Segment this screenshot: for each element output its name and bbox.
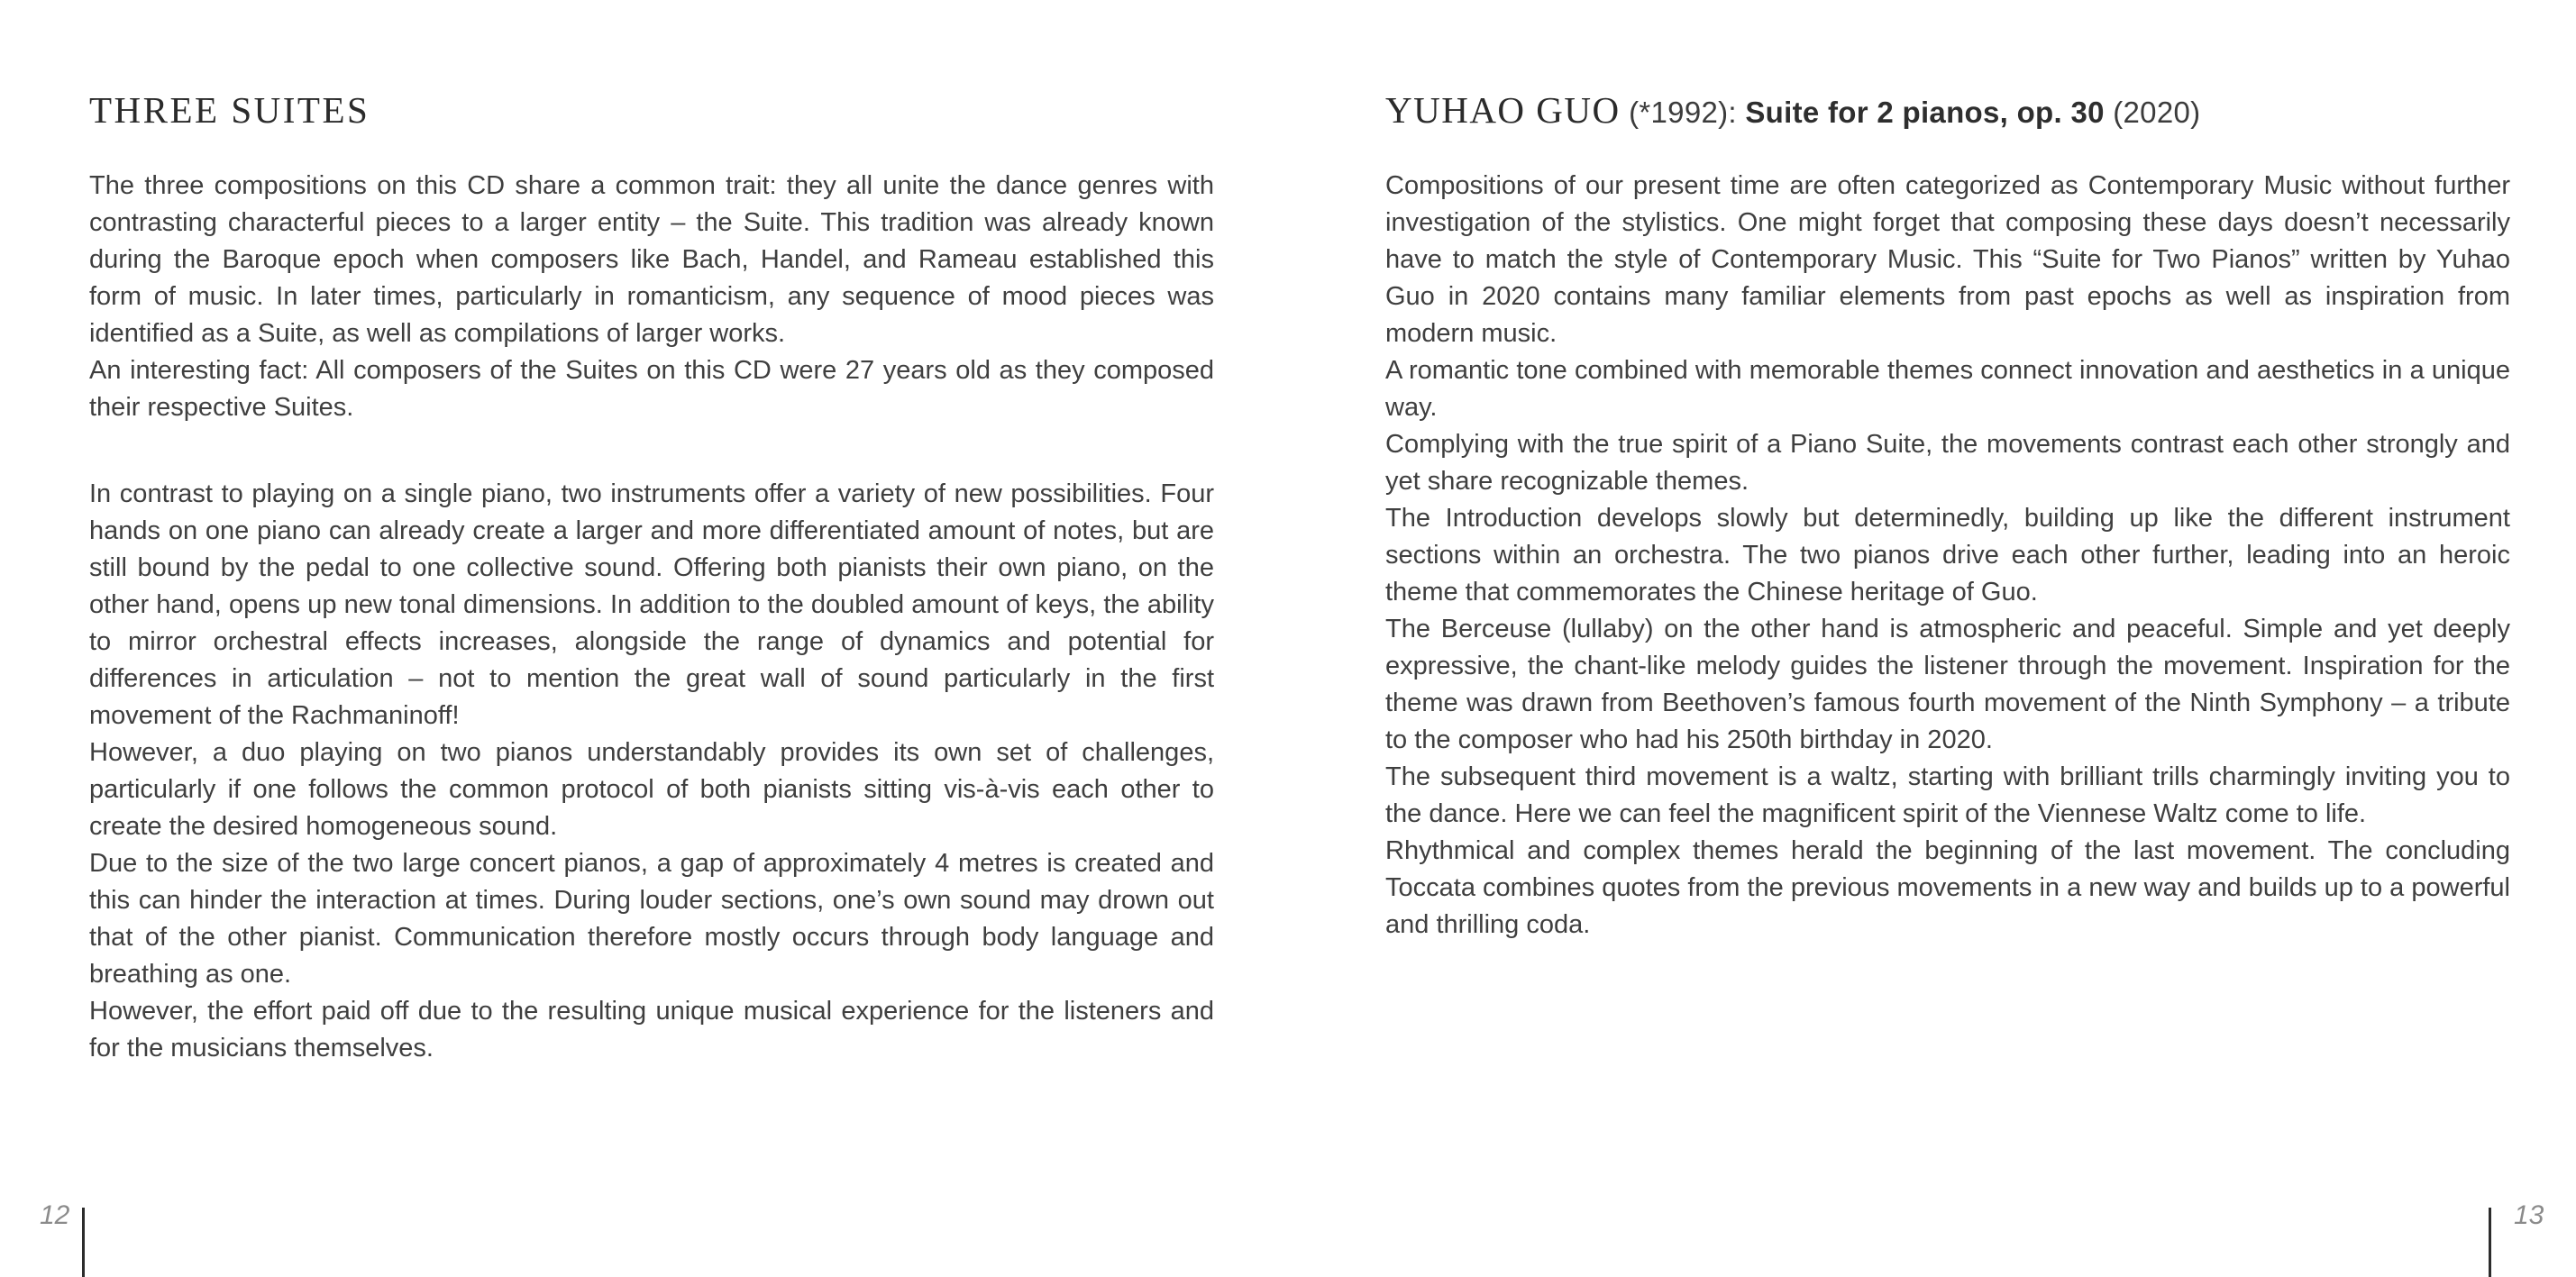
right-page-title [1385, 88, 2200, 132]
paragraph: Complying with the true spirit of a Piano Suite, the movements contrast each other strongly and yet share recognizable themes. [1385, 430, 2510, 496]
paragraph: Due to the size of the two large concert pianos, a gap of approximately 4 metres is created and this can hinder the interaction at times. During louder sections, one’s own sound may drown out that of the other pianist. Communication therefore mostly occurs through body language and breathing as one. [89, 849, 1214, 989]
page-left [89, 0, 1214, 1277]
left-page-title: THREE SUITES [89, 89, 370, 131]
footer-rule-left [82, 1208, 85, 1277]
paragraph: In contrast to playing on a single piano, two instruments offer a variety of new possibilities. Four hands on one piano can already create a larger and more differentiated amount of notes, but are still bound by the pedal to one collective sound. Offering both pianists their own piano, on the other hand, opens up new tonal dimensions. In addition to the doubled amount of keys, the ability to mirror orchestral effects increases, alongside the range of dynamics and potential for differences in articulation – not to mention the great wall of sound particularly in the first movement of the Rachmaninoff! [89, 479, 1214, 730]
work-year: (2020) [2104, 96, 2201, 129]
page-number-right: 13 [2514, 1200, 2544, 1230]
paragraph: However, a duo playing on two pianos understandably provides its own set of challenges, particularly if one follows the common protocol of both pianists sitting vis-à-vis each other to create the desired homogeneous sound. [89, 738, 1214, 841]
work-title: Suite for 2 pianos, op. 30 [1745, 96, 2105, 129]
paragraph: An interesting fact: All composers of the Suites on this CD were 27 years old as they composed their respective Suites. [89, 356, 1214, 422]
paragraph: Compositions of our present time are often categorized as Contemporary Music without further investigation of the stylistics. One might forget that composing these days doesn’t necessarily have to match the style of Contemporary Music. This “Suite for Two Pianos” written by Yuhao Guo in 2020 contains many familiar elements from past epochs as well as inspiration from modern music. [1385, 171, 2510, 348]
right-page-body [1385, 168, 2510, 944]
composer-birth-year: (*1992): [1620, 96, 1746, 129]
page-right [1385, 0, 2510, 1277]
paragraph: However, the effort paid off due to the resulting unique musical experience for the listeners and for the musicians themselves. [89, 997, 1214, 1063]
paragraph: A romantic tone combined with memorable themes connect innovation and aesthetics in a unique way. [1385, 356, 2510, 422]
paragraph: The Introduction develops slowly but determinedly, building up like the different instrument sections within an orchestra. The two pianos drive each other further, leading into an heroic theme that commemorates the Chinese heritage of Guo. [1385, 504, 2510, 607]
page-number-left: 12 [40, 1200, 70, 1230]
paragraph: Rhythmical and complex themes herald the beginning of the last movement. The concluding Toccata combines quotes from the previous movements in a new way and builds up to a powerful and thrilling coda. [1385, 836, 2510, 939]
footer-rule-right [2489, 1208, 2491, 1277]
paragraph: The Berceuse (lullaby) on the other hand is atmospheric and peaceful. Simple and yet deeply expressive, the chant-like melody guides the listener through the movement. Inspiration for the theme was drawn from Beethoven’s famous fourth movement of the Ninth Symphony – a tribute to the composer who had his 250th birthday in 2020. [1385, 615, 2510, 754]
paragraph: The three compositions on this CD share a common trait: they all unite the dance genres with contrasting characterful pieces to a larger entity – the Suite. This tradition was already known during the Baroque epoch when composers like Bach, Handel, and Rameau established this form of music. In later times, particularly in romanticism, any sequence of mood pieces was identified as a Suite, as well as compilations of larger works. [89, 171, 1214, 348]
paragraph: The subsequent third movement is a waltz, starting with brilliant trills charmingly inviting you to the dance. Here we can feel the magnificent spirit of the Viennese Waltz come to life. [1385, 762, 2510, 828]
composer-name: YUHAO GUO [1385, 89, 1621, 131]
left-page-body [89, 168, 1214, 1067]
